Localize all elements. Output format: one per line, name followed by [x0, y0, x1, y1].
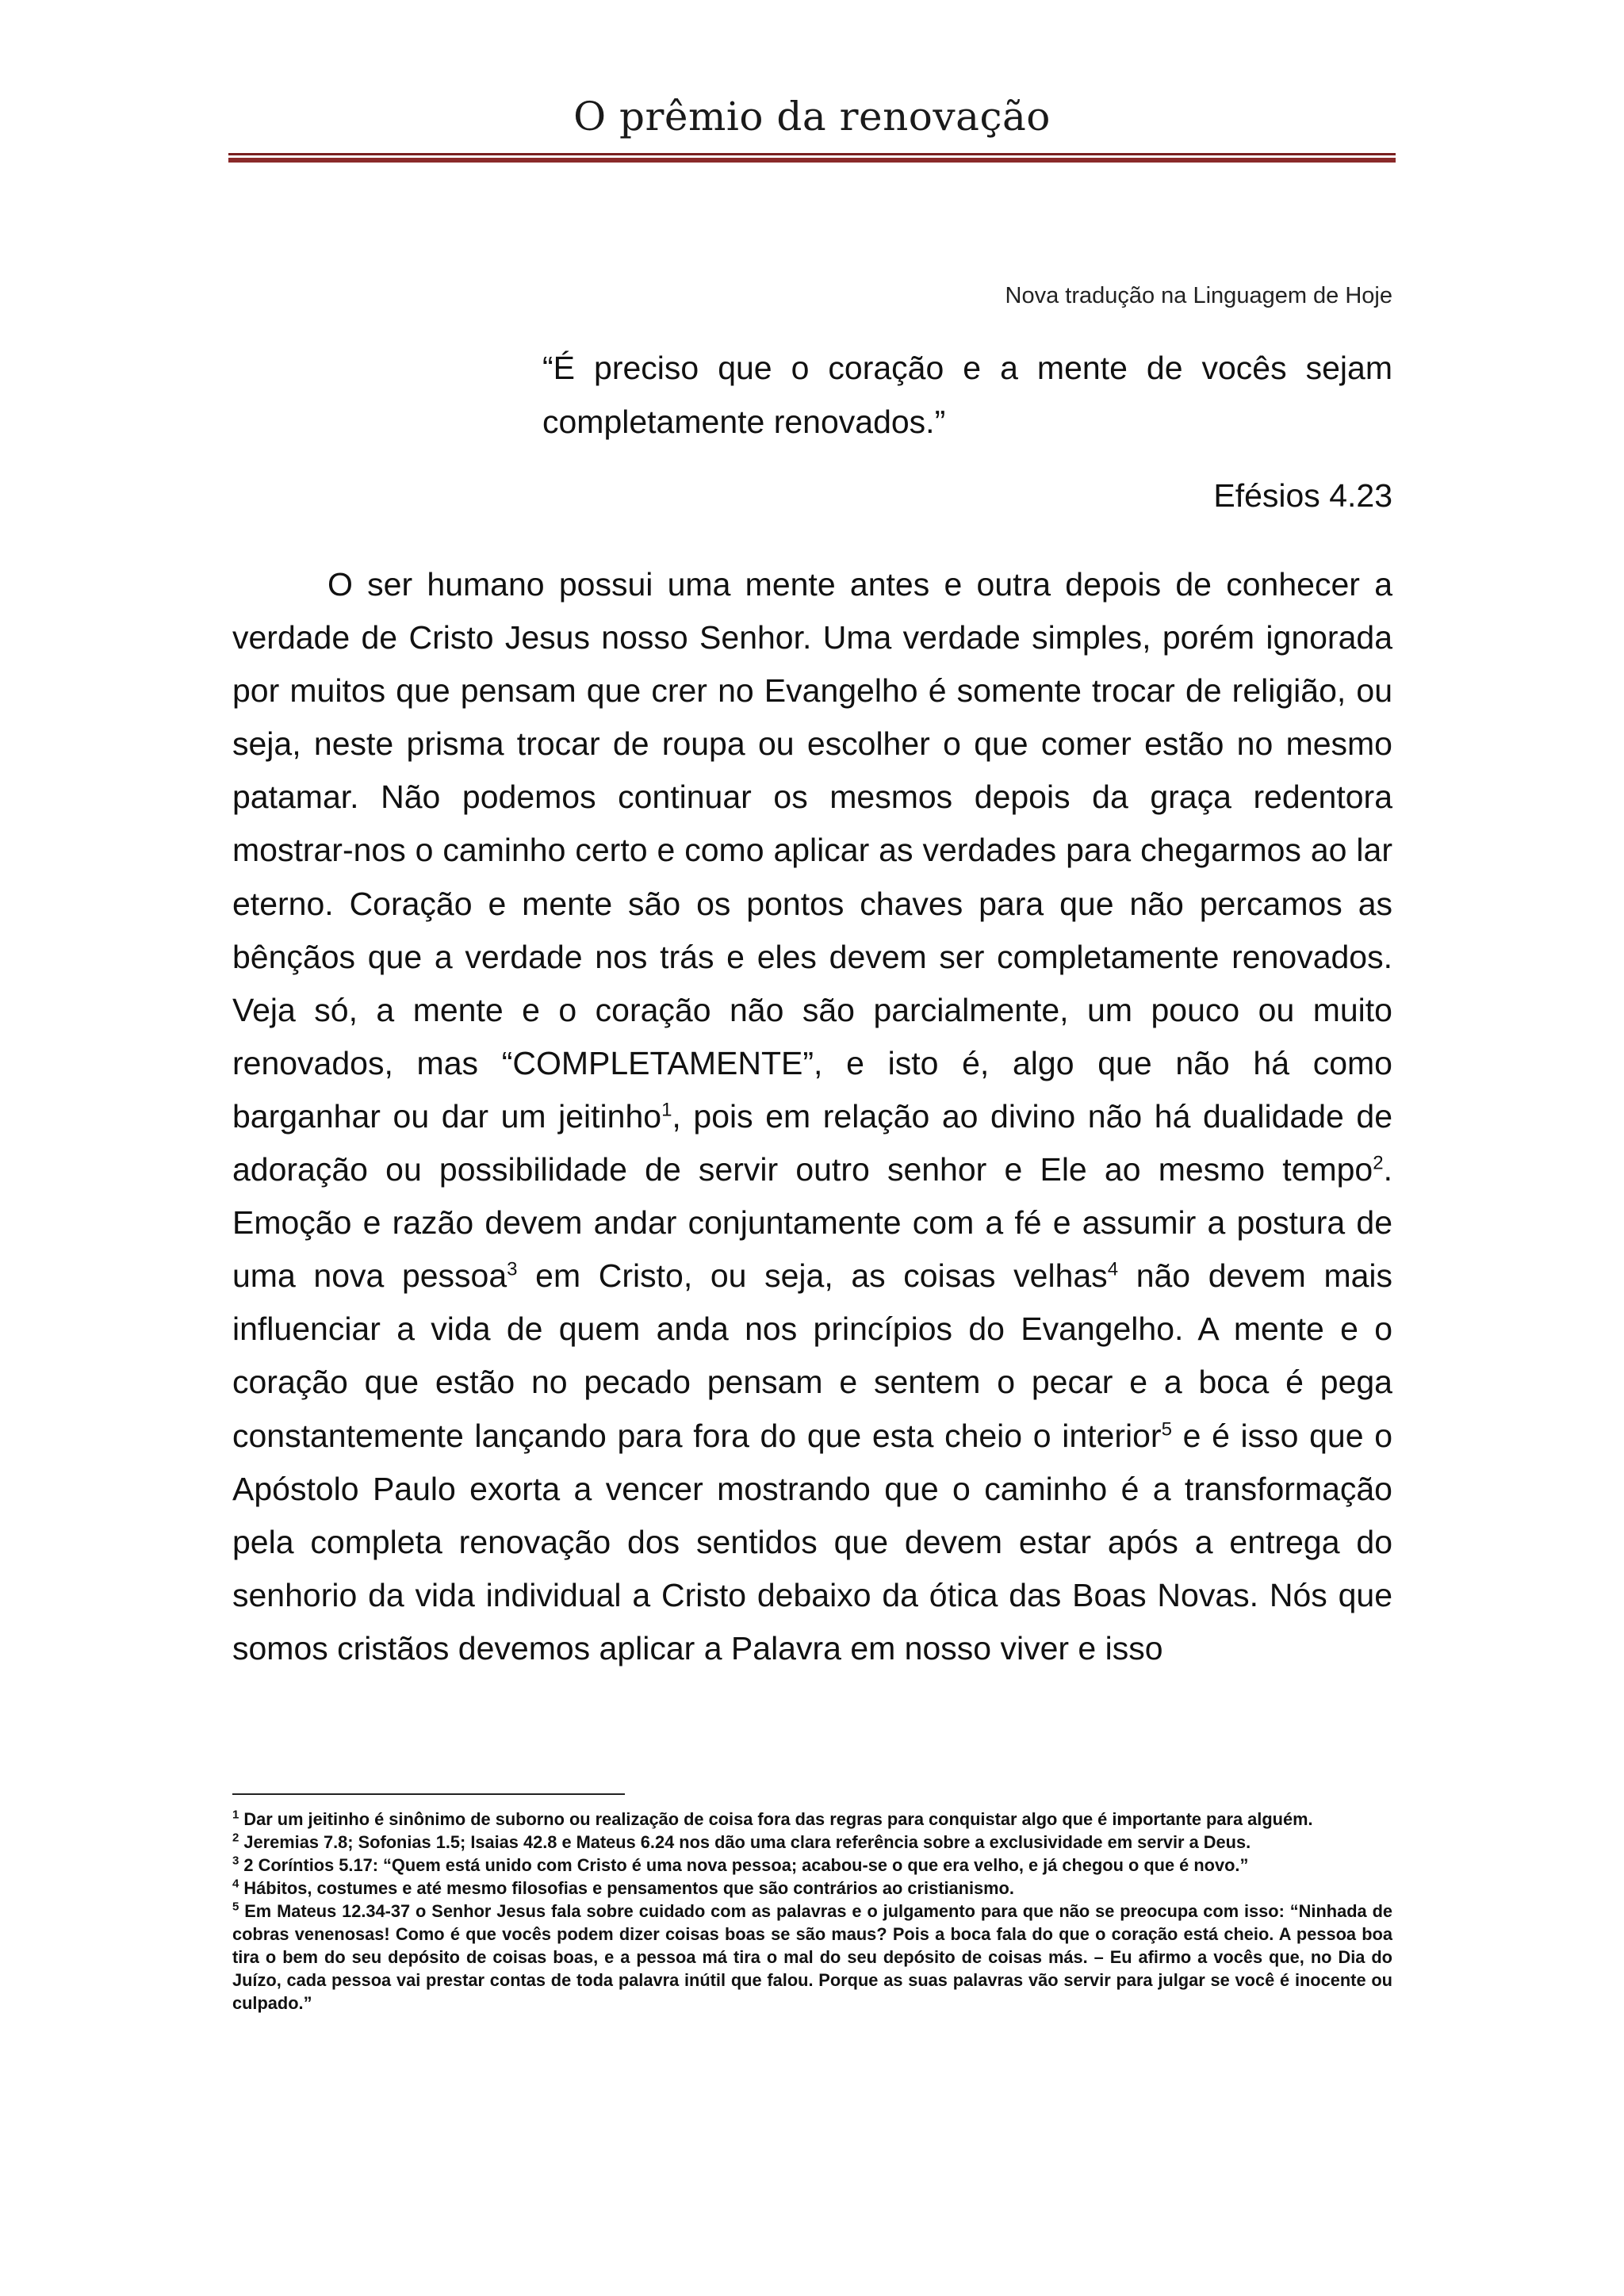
footnote-text: Hábitos, costumes e até mesmo filosofias e pensamentos que são contrários ao cristianismo. — [243, 1878, 1014, 1898]
footnote-text: Jeremias 7.8; Sofonias 1.5; Isaias 42.8 e Mateus 6.24 nos dão uma clara referência sobre a exclusividade em servir a Deus. — [243, 1832, 1251, 1852]
footnote-number: 4 — [232, 1877, 239, 1891]
footnote-number: 1 — [232, 1808, 239, 1822]
footnote-text: Dar um jeitinho é sinônimo de suborno ou realização de coisa fora das regras para conquistar algo que é importante para alguém. — [243, 1809, 1313, 1829]
footnote-ref[interactable]: 4 — [1107, 1258, 1119, 1280]
footnote-separator — [232, 1793, 625, 1795]
footnote-item — [232, 1808, 1392, 1831]
body-segment: em Cristo, ou seja, as coisas velhas — [517, 1257, 1108, 1295]
footnote-item — [232, 1900, 1392, 2015]
epigraph-reference: Efésios 4.23 — [1213, 477, 1392, 514]
footnotes — [232, 1808, 1392, 2015]
body-segment: O ser humano possui uma mente antes e outra depois de conhecer a verdade de Cristo Jesus nosso Senhor. Uma verdade simples, porém ignorada por muitos que pensam que crer no Evangelho é somente trocar de religião, ou seja, neste prisma trocar de roupa ou escolher o que comer estão no mesmo patamar. Não podemos continuar os mesmos depois da graça redentora mostrar-nos o caminho certo e como aplicar as verdades para chegarmos ao lar eterno. Coração e mente são os pontos chaves para que não percamos as bênçãos que a verdade nos trás e eles devem ser completamente renovados. Veja só, a mente e o coração não são parcialmente, um pouco ou muito renovados, mas “COMPLETAMENTE”, e isto é, algo que não há como barganhar ou dar um jeitinho — [232, 566, 1392, 1135]
footnote-number: 3 — [232, 1854, 239, 1868]
body-segment: e é isso que o Apóstolo Paulo exorta a vencer mostrando que o caminho é a transformação pela completa renovação dos sentidos que devem estar após a entrega do senhorio da vida individual a Cristo debaixo da ótica das Boas Novas. Nós que somos cristãos devemos aplicar a Palavra em nosso viver e isso — [232, 1417, 1392, 1667]
footnote-number: 5 — [232, 1900, 239, 1914]
epigraph-quote: “É preciso que o coração e a mente de vocês sejam completamente renovados.” — [542, 350, 1392, 440]
footnote-text: Em Mateus 12.34-37 o Senhor Jesus fala sobre cuidado com as palavras e o julgamento para que não se preocupa com isso: “Ninhada de cobras venenosas! Como é que vocês podem dizer coisas boas se são maus? Pois a boca fala do que o coração está cheio. A pessoa boa tira o bem do seu depósito de coisas boas, e a pessoa má tira o mal do seu depósito de coisas más. – Eu afirmo a vocês que, no Dia do Juízo, cada pessoa vai prestar contas de toda palavra inútil que falou. Porque as suas palavras vão servir para julgar se você é inocente ou culpado.” — [232, 1901, 1393, 2013]
footnote-ref[interactable]: 1 — [661, 1099, 672, 1121]
body-segment: , pois em relação ao divino não há dualidade de adoração ou possibilidade de servir outro senhor e Ele ao mesmo tempo — [232, 1097, 1393, 1188]
footnote-number: 2 — [232, 1831, 239, 1845]
footnote-ref[interactable]: 5 — [1161, 1418, 1172, 1440]
footnote-item — [232, 1831, 1392, 1854]
footnote-item — [232, 1877, 1392, 1900]
header-rule-thick — [228, 158, 1396, 163]
page-header-title: O prêmio da renovação — [573, 94, 1051, 140]
body-segment: . Emoção e razão devem andar conjuntamente com a fé e assumir a postura de uma nova pessoa — [232, 1151, 1392, 1295]
footnote-ref[interactable]: 2 — [1373, 1152, 1384, 1174]
body-paragraph — [232, 558, 1392, 1675]
footnote-item — [232, 1854, 1392, 1877]
header-rule — [228, 153, 1396, 163]
footnote-text: 2 Coríntios 5.17: “Quem está unido com Cristo é uma nova pessoa; acabou-se o que era velho, e já chegou o que é novo.” — [243, 1855, 1249, 1875]
body-segment: não devem mais influenciar a vida de quem anda nos princípios do Evangelho. A mente e o coração que estão no pecado pensam e sentem o pecar e a boca é pega constantemente lançando para fora do que esta cheio o interior — [232, 1257, 1393, 1454]
bible-version-label: Nova tradução na Linguagem de Hoje — [1005, 283, 1392, 308]
footnote-ref[interactable]: 3 — [507, 1258, 518, 1280]
header-rule-thin — [228, 153, 1396, 155]
